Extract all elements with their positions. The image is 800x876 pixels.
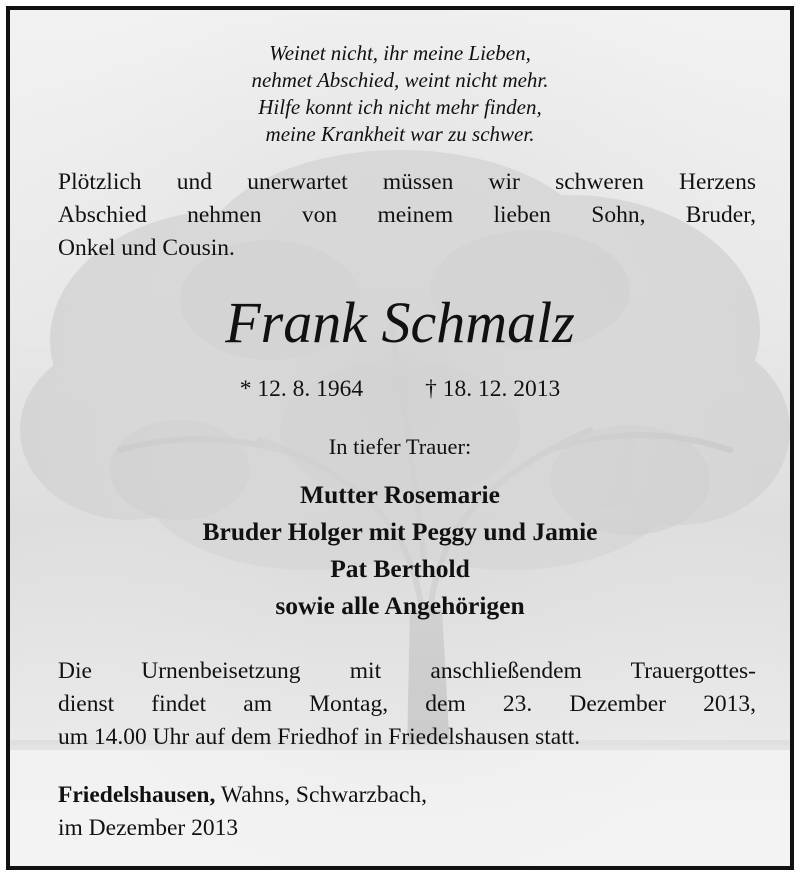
death-date: † 18. 12. 2013 — [425, 376, 561, 402]
poem-line: Weinet nicht, ihr meine Lieben, — [269, 41, 531, 65]
mourners-list — [10, 476, 790, 624]
place-and-date — [58, 779, 756, 845]
place-line — [58, 779, 756, 812]
poem — [10, 40, 790, 148]
funeral-line: um 14.00 Uhr auf dem Friedhof in Friedelshausen statt. — [58, 724, 581, 750]
announcement-line: Abschied nehmen von meinem lieben Sohn, Bruder, — [58, 202, 756, 228]
place-primary: Friedelshausen, — [58, 782, 216, 808]
obituary-frame — [6, 6, 794, 870]
announcement-paragraph — [58, 166, 756, 265]
birth-date: * 12. 8. 1964 — [239, 376, 364, 402]
poem-line: Hilfe konnt ich nicht mehr finden, — [258, 95, 542, 119]
poem-line: meine Krankheit war zu schwer. — [265, 122, 535, 146]
mourner: Mutter Rosemarie — [300, 480, 500, 509]
mourner: Pat Berthold — [330, 554, 470, 583]
funeral-line: dienst findet am Montag, dem 23. Dezember 2013, — [58, 691, 756, 717]
funeral-paragraph — [58, 655, 756, 754]
mourner: sowie alle Angehörigen — [275, 591, 525, 620]
poem-line: nehmet Abschied, weint nicht mehr. — [251, 68, 549, 92]
deceased-name: Frank Schmalz — [225, 290, 575, 355]
mourning-label: In tiefer Trauer: — [328, 434, 472, 459]
place-secondary: Wahns, Schwarzbach, — [215, 782, 428, 808]
funeral-line: Die Urnenbeisetzung mit anschließendem Trauergottes- — [58, 658, 756, 684]
announcement-line: Plötzlich und unerwartet müssen wir schweren Herzens — [58, 169, 756, 195]
life-dates — [10, 374, 790, 404]
issue-date: im Dezember 2013 — [58, 815, 239, 841]
obituary-content — [10, 10, 790, 866]
mourner: Bruder Holger mit Peggy und Jamie — [202, 517, 598, 546]
announcement-line: Onkel und Cousin. — [58, 235, 235, 261]
